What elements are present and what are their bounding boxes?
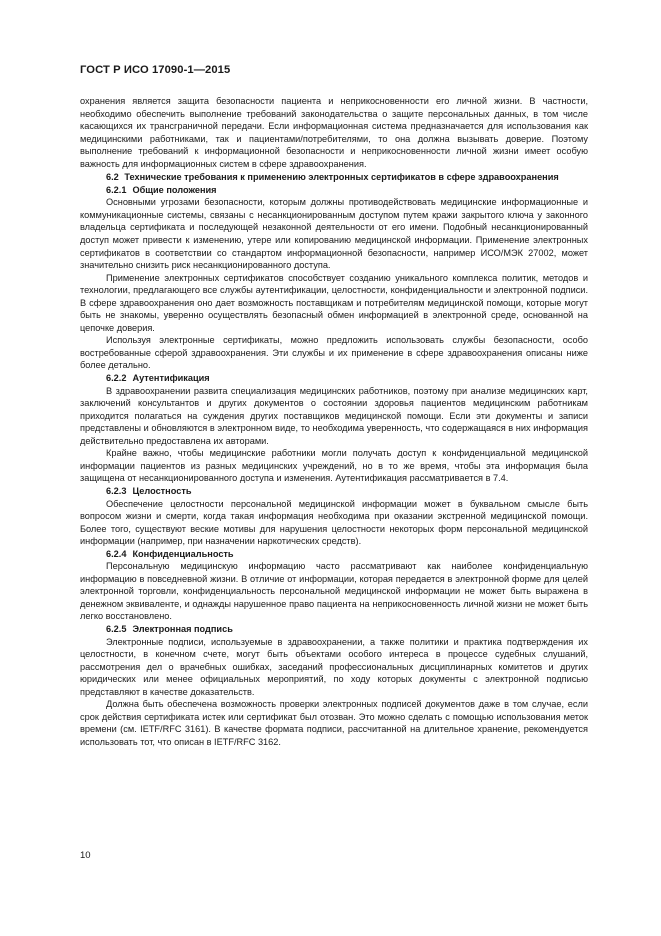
paragraph: Электронные подписи, используемые в здравоохранении, а также политики и практика подтверждения их целостности, в конечном счете, могут быть объектами особого интереса в процессе судебных слушаний, рассмотрения дел о врачебных ошибках, заседаний профессиональных дисциплинарных комитетов и других юридических или менее официальных мероприятий, по ходу которых документы с электронной подписью представляют в качестве доказательств. xyxy=(80,636,588,697)
section-number: 6.2.1 xyxy=(106,184,127,195)
section-title: Технические требования к применению электронных сертификатов в сфере здравоохранения xyxy=(124,172,559,183)
section-6-2-heading xyxy=(80,171,588,184)
section-6-2-5-heading xyxy=(80,623,588,636)
section-number: 6.2.2 xyxy=(106,373,127,384)
paragraph: Используя электронные сертификаты, можно предложить использовать службы безопасности, особо востребованные сферой здравоохранения. Эти службы и их применение в сфере здравоохранения описаны ниже более детально. xyxy=(80,335,588,371)
page-number: 10 xyxy=(80,850,91,861)
section-number: 6.2.4 xyxy=(106,548,127,559)
paragraph: Должна быть обеспечена возможность проверки электронных подписей документов даже в том случае, если срок действия сертификата истек или сертификат был отозван. Это можно сделать с помощью использования меток времени (см. IETF/RFC 3161). В качестве формата подписи, рассчитанной на длительное хранение, рекомендуется использовать тот, что описан в IETF/RFC 3162. xyxy=(80,699,588,747)
intro-paragraph: охранения является защита безопасности пациента и неприкосновенности его личной жизни. В частности, необходимо обеспечить выполнение требований законодательства о защите персональных данных, в том числе касающихся их трансграничной передачи. Если информационная система предназначается для использования как медицинскими работниками, так и пациентами/потребителями, то она должна вызывать доверие. Поэтому выполнение требований к информационной безопасности и неприкосновенности личной жизни имеет особую важность для информационных систем в сфере здравоохранения. xyxy=(80,96,588,169)
document-body xyxy=(80,95,588,748)
section-title: Аутентификация xyxy=(132,373,210,384)
paragraph: В здравоохранении развита специализация медицинских работников, поэтому при анализе медицинских карт, заключений консультантов и других документов о состоянии здоровья пациентов медицинским работникам приходится полагаться на суждения других поставщиков медицинской помощи. Если эти документы и записи представлены и обновляются в электронном виде, то необходима уверенность, что содержащаяся в них информация действительно предоставлена их авторами. xyxy=(80,385,588,446)
document-header: ГОСТ Р ИСО 17090-1—2015 xyxy=(80,64,231,76)
section-number: 6.2.5 xyxy=(106,623,127,634)
section-6-2-1-heading xyxy=(80,184,588,197)
paragraph: Крайне важно, чтобы медицинские работники могли получать доступ к конфиденциальной медицинской информации пациентов из разных медицинских учреждений, но в то же время, чтобы эта информация была защищена от несанкционированного доступа и изменения. Аутентификация рассматривается в 7.4. xyxy=(80,448,588,484)
section-title: Целостность xyxy=(132,485,192,496)
section-6-2-4-heading xyxy=(80,548,588,561)
paragraph: Применение электронных сертификатов способствует созданию уникального комплекса политик, методов и технологии, предлагающего все службы аутентификации, целостности, конфиденциальности и электронной подписи. В сфере здравоохранения оно дает возможность поставщикам и потребителям медицинской помощи, которые могут быть не знакомы, уверенно осуществлять безопасный обмен информацией в электронной среде, основанной на цепочке доверия. xyxy=(80,272,588,333)
section-6-2-3-heading xyxy=(80,485,588,498)
section-number: 6.2.3 xyxy=(106,485,127,496)
section-number: 6.2 xyxy=(106,172,119,183)
paragraph: Персональную медицинскую информацию часто рассматривают как наиболее конфиденциальную информацию в повседневной жизни. В отличие от информации, которая передается в электронной форме для целей электронной торговли, конфиденциальность персональной медицинской информации не может быть выражена в денежном эквиваленте, и однажды нарушенное право пациента на неприкосновенность личной жизни не может быть легко восстановлено. xyxy=(80,561,588,622)
section-6-2-2-heading xyxy=(80,372,588,385)
section-title: Конфиденциальность xyxy=(132,548,234,559)
paragraph: Обеспечение целостности персональной медицинской информации может в буквальном смысле быть вопросом жизни и смерти, когда такая информация необходима при оказании экстренной медицинской помощи. Более того, существуют веские мотивы для нарушения целостности некоторых форм персональной медицинской информации (например, при назначении наркотических средств). xyxy=(80,498,588,547)
section-title: Электронная подпись xyxy=(132,623,233,634)
section-title: Общие положения xyxy=(132,184,217,195)
paragraph: Основными угрозами безопасности, которым должны противодействовать медицинские информационные и коммуникационные системы, связаны с несанкционированным доступом путем кражи закрытого ключа у законного владельца сертификата и последующей незаконной деятельности от его имени. Подобный несанкционированный доступ может привести к изменению, утере или копированию медицинской информации. Применение электронных сертификатов в соответствии со стандартом информационной безопасности, например ИСО/МЭК 27002, может значительно снизить риск несанкционированного доступа. xyxy=(80,197,588,271)
